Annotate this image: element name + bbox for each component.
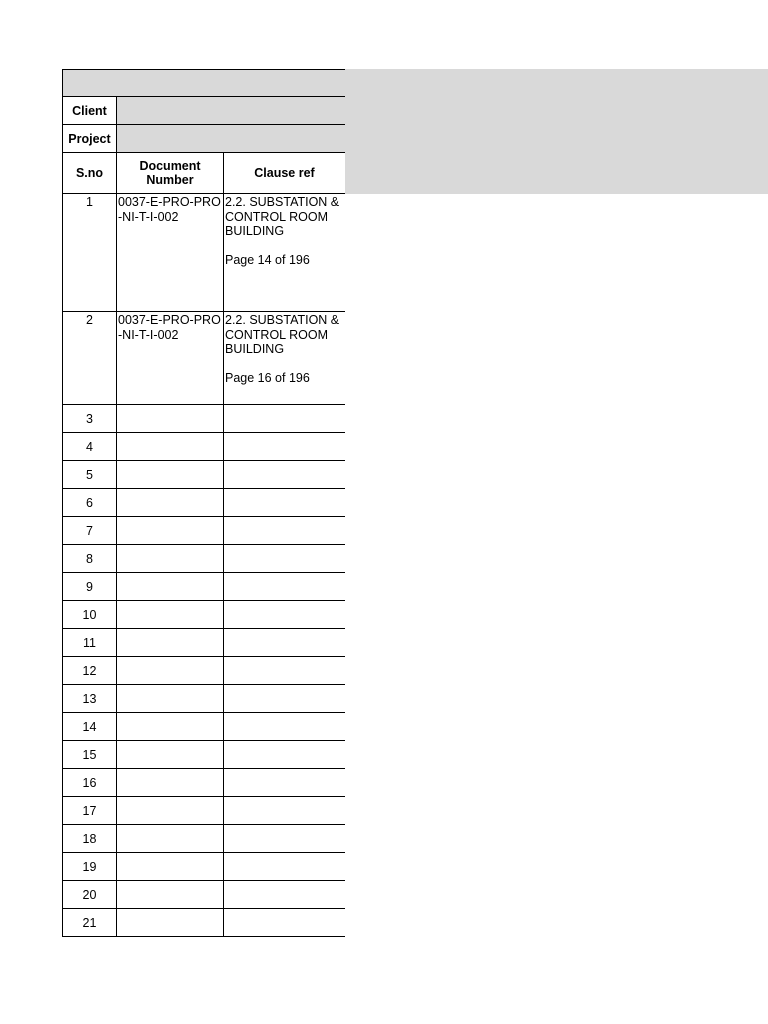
row-sno[interactable]: 10 — [62, 601, 116, 629]
table-row — [62, 741, 345, 769]
table-row — [62, 853, 345, 881]
clause-heading: 2.2. SUBSTATION & CONTROL ROOM BUILDING — [225, 313, 340, 356]
row-clause-ref[interactable] — [223, 601, 345, 629]
row-clause-ref[interactable] — [223, 461, 345, 489]
row-clause-ref[interactable] — [223, 825, 345, 853]
row-sno[interactable]: 11 — [62, 629, 116, 657]
table-row — [62, 194, 345, 312]
table-row — [62, 433, 345, 461]
clause-reference-sheet — [62, 69, 345, 937]
row-clause-ref[interactable] — [223, 741, 345, 769]
row-document-number[interactable] — [116, 797, 223, 825]
row-sno[interactable]: 13 — [62, 685, 116, 713]
clause-heading: 2.2. SUBSTATION & CONTROL ROOM BUILDING — [225, 195, 340, 238]
client-row — [62, 97, 345, 125]
table-row — [62, 881, 345, 909]
header-shading — [345, 69, 768, 194]
clause-page: Page 14 of 196 — [225, 252, 310, 267]
row-document-number[interactable] — [116, 881, 223, 909]
row-clause-ref[interactable] — [223, 769, 345, 797]
table-row — [62, 601, 345, 629]
row-document-number[interactable] — [116, 657, 223, 685]
row-document-number[interactable]: 0037-E-PRO-PRO-NI-T-I-002 — [116, 194, 223, 312]
table-row — [62, 797, 345, 825]
row-sno[interactable]: 20 — [62, 881, 116, 909]
row-clause-ref[interactable] — [223, 573, 345, 601]
client-label: Client — [62, 97, 116, 125]
row-clause-ref[interactable] — [223, 909, 345, 937]
project-label: Project — [62, 125, 116, 153]
row-sno[interactable]: 21 — [62, 909, 116, 937]
table-row — [62, 629, 345, 657]
row-document-number[interactable] — [116, 433, 223, 461]
row-document-number[interactable] — [116, 489, 223, 517]
column-header-document-number: Document Number — [116, 153, 223, 194]
column-header-sno: S.no — [62, 153, 116, 194]
row-document-number[interactable] — [116, 769, 223, 797]
row-sno[interactable]: 9 — [62, 573, 116, 601]
row-document-number[interactable] — [116, 573, 223, 601]
table-row — [62, 685, 345, 713]
row-clause-ref[interactable] — [223, 545, 345, 573]
table-row — [62, 517, 345, 545]
row-clause-ref[interactable] — [223, 433, 345, 461]
row-sno[interactable]: 2 — [62, 312, 116, 405]
row-sno[interactable]: 1 — [62, 194, 116, 312]
row-sno[interactable]: 15 — [62, 741, 116, 769]
row-sno[interactable]: 4 — [62, 433, 116, 461]
row-document-number[interactable] — [116, 909, 223, 937]
row-sno[interactable]: 12 — [62, 657, 116, 685]
clause-page: Page 16 of 196 — [225, 370, 310, 385]
row-sno[interactable]: 14 — [62, 713, 116, 741]
row-document-number[interactable] — [116, 853, 223, 881]
row-clause-ref[interactable] — [223, 853, 345, 881]
row-document-number[interactable] — [116, 825, 223, 853]
row-document-number[interactable] — [116, 545, 223, 573]
row-document-number[interactable] — [116, 601, 223, 629]
row-document-number[interactable] — [116, 629, 223, 657]
row-clause-ref[interactable] — [223, 194, 345, 312]
client-value[interactable] — [116, 97, 345, 125]
column-header-clause-ref: Clause ref — [223, 153, 345, 194]
table-row — [62, 769, 345, 797]
row-sno[interactable]: 3 — [62, 405, 116, 433]
row-document-number[interactable] — [116, 685, 223, 713]
table-row — [62, 312, 345, 405]
sheet-title[interactable] — [62, 69, 345, 97]
row-clause-ref[interactable] — [223, 797, 345, 825]
row-sno[interactable]: 7 — [62, 517, 116, 545]
row-clause-ref[interactable] — [223, 881, 345, 909]
row-clause-ref[interactable] — [223, 713, 345, 741]
table-row — [62, 909, 345, 937]
table-row — [62, 489, 345, 517]
row-document-number[interactable] — [116, 405, 223, 433]
row-sno[interactable]: 18 — [62, 825, 116, 853]
row-sno[interactable]: 6 — [62, 489, 116, 517]
row-clause-ref[interactable] — [223, 489, 345, 517]
table-row — [62, 405, 345, 433]
row-clause-ref[interactable] — [223, 405, 345, 433]
row-document-number[interactable] — [116, 713, 223, 741]
table-row — [62, 825, 345, 853]
row-document-number[interactable] — [116, 461, 223, 489]
table-row — [62, 545, 345, 573]
project-row — [62, 125, 345, 153]
row-clause-ref[interactable] — [223, 657, 345, 685]
row-sno[interactable]: 17 — [62, 797, 116, 825]
row-sno[interactable]: 19 — [62, 853, 116, 881]
row-sno[interactable]: 5 — [62, 461, 116, 489]
table-row — [62, 461, 345, 489]
row-sno[interactable]: 16 — [62, 769, 116, 797]
row-document-number[interactable] — [116, 741, 223, 769]
row-sno[interactable]: 8 — [62, 545, 116, 573]
row-document-number[interactable] — [116, 517, 223, 545]
row-document-number[interactable]: 0037-E-PRO-PRO-NI-T-I-002 — [116, 312, 223, 405]
column-header-row — [62, 153, 345, 194]
project-value[interactable] — [116, 125, 345, 153]
row-clause-ref[interactable] — [223, 312, 345, 405]
row-clause-ref[interactable] — [223, 685, 345, 713]
table-row — [62, 573, 345, 601]
row-clause-ref[interactable] — [223, 517, 345, 545]
table-row — [62, 657, 345, 685]
title-row — [62, 69, 345, 97]
row-clause-ref[interactable] — [223, 629, 345, 657]
table-row — [62, 713, 345, 741]
